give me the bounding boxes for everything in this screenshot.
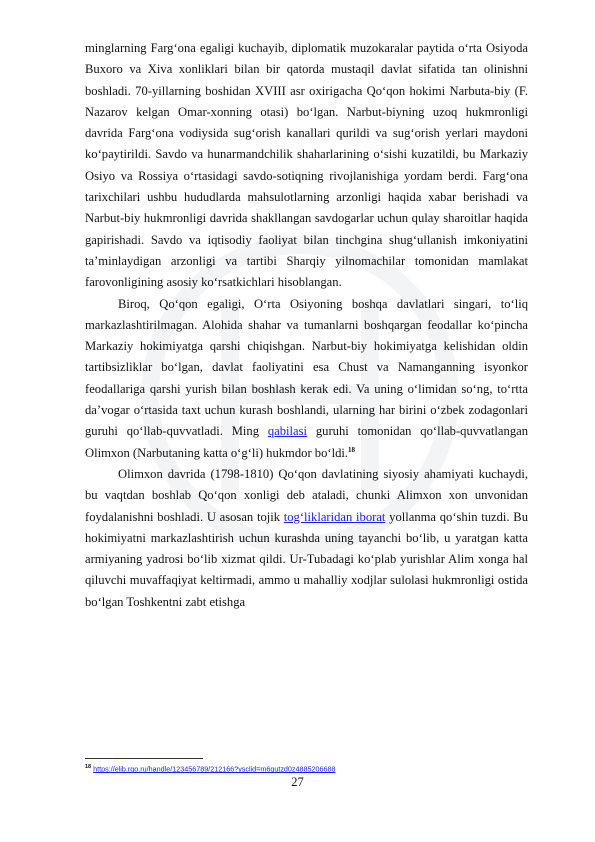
- footnote-number: 18: [85, 764, 92, 770]
- inline-link[interactable]: tog‘liklaridan iborat: [283, 509, 386, 524]
- paragraph: [85, 38, 528, 294]
- paragraph-text: minglarning Farg‘ona egaligi kuchayib, diplomatik muzokaralar paytida o‘rta Osiyoda Buxoro va Xiva xonliklari bilan bir qatorda mustaqil davlat sifatida tan olinishni boshladi. 70-yillarning boshidan XVIII asr oxirigacha Qo‘qon hokimi Narbuta-biy (F. Nazarov kelgan Omar-xonning otasi) bo‘lgan. Narbut-biyning uzoq hukmronligi davrida Farg‘ona vodiysida sug‘orish kanallari qurildi va sug‘orish yerlari maydoni ko‘paytirildi. Savdo va hunarmandchilik shaharlarining o‘sishi kuzatildi, bu Markaziy Osiyo va Rossiya o‘rtasidagi savdo-sotiqning rivojlanishiga yordam berdi. Farg‘ona tarixchilari ushbu hududlarda mahsulotlarning arzonligi haqida xabar berishadi va Narbut-biy hukmronligi davrida shakllangan savdogarlar uchun qulay sharoitlar haqida gapirishadi. Savdo va iqtisodiy faoliyat bilan tinchgina shug‘ullanish imkoniyatini ta’minlaydigan arzonligi va tartibi Sharqiy yilnomachilar tomonidan mamlakat farovonligining asosiy ko‘rsatkichlari hisoblangan.: [85, 41, 528, 290]
- paragraph: [85, 464, 528, 613]
- footnote-divider: [85, 758, 203, 759]
- paragraph-text: Biroq, Qo‘qon egaligi, O‘rta Osiyoning boshqa davlatlari singari, to‘liq markazlashtirilmagan. Alohida shahar va tumanlarni boshqargan feodallar ko‘pincha Markaziy hokimiyatga qarshi chiqishgan. Narbut-biy hokimiyatga kelishidan oldin tartibsizliklar bo‘lgan, davlat faoliyatini esa Chust va Namanganning isyonkor feodallariga qarshi yurish bilan boshlash kerak edi. Va uning o‘limidan so‘ng, to‘rtta da’vogar o‘rtasida taxt uchun kurash boshlandi, ularning har birini o‘zbek zodagonlari guruhi qo‘llab-quvvatladi. Ming: [85, 296, 528, 439]
- inline-link[interactable]: qabilasi: [267, 424, 308, 439]
- paragraph-text: guruhi tomonidan qo‘llab-quvvatlangan Olimxon (Narbutaning katta o‘g‘li) hukmdor bo‘ldi.: [85, 424, 528, 460]
- footnote: [85, 762, 528, 774]
- paragraph-text: Olimxon davrida (1798-1810) Qo‘qon davlatining siyosiy ahamiyati kuchaydi, bu vaqtdan boshlab Qo‘qon xonligi deb ataladi, chunki Alimxon xon unvonidan foydalanishni boshladi. U asosan tojik: [85, 466, 528, 524]
- page-number: 27: [291, 775, 304, 789]
- footnote-link[interactable]: https://elib.rgo.ru/handle/123456789/212166?ysclid=m6gutzd0z4885206688: [93, 764, 336, 774]
- paragraph: [85, 294, 528, 464]
- paragraph-text: yollanma qo‘shin tuzdi. Bu hokimiyatni markazlashtirish uchun kurashda uning tayanchi bo‘lib, u yaratgan katta armiyaning yadrosi bo‘lib xizmat qildi. Ur-Tubadagi ko‘plab yurishlar Alim xonga hal qiluvchi muvaffaqiyat keltirmadi, ammo u mahalliy xodjlar sulolasi hukmronligi ostida bo‘lgan Toshkentni zabt etishga: [85, 509, 528, 609]
- body-text: [85, 38, 528, 613]
- footnote-reference[interactable]: 18: [348, 445, 356, 454]
